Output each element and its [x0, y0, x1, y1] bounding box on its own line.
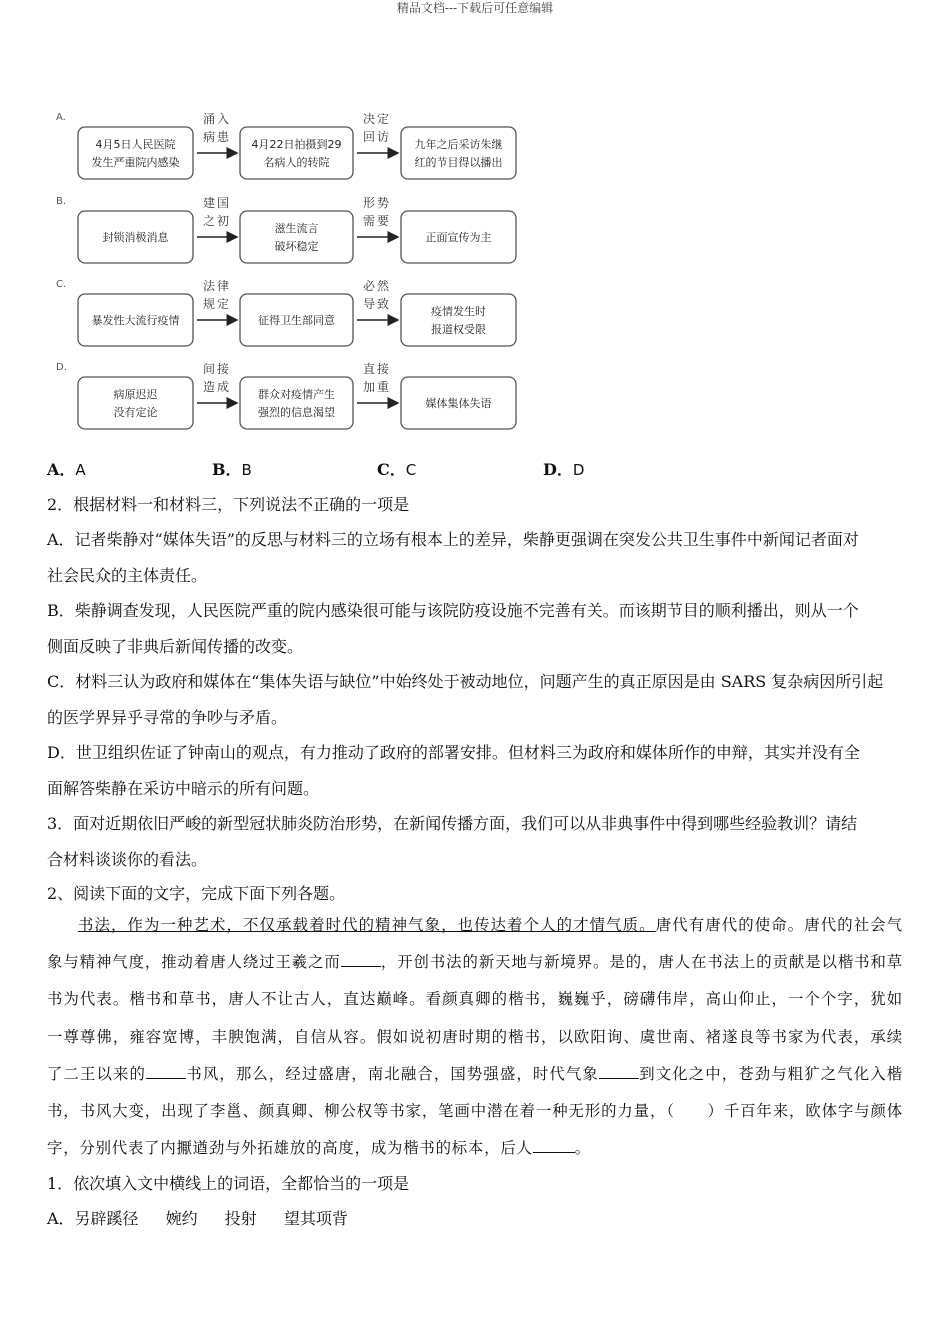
q2-option-b-line2: 侧面反映了非典后新闻传播的改变。 — [47, 637, 304, 656]
q1-stem: 1．依次填入文中横线上的词语，全都恰当的一项是 — [47, 1174, 410, 1193]
diagram-arrow-label: 涌入 — [203, 112, 232, 126]
q2-option-a-line1: A．记者柴静对“媒体失语”的反思与材料三的立场有根本上的差异，柴静更强调在突发公共卫生事件中新闻记者面对 — [47, 530, 859, 549]
diagram-box-text: 4月5日人民医院 — [95, 138, 176, 151]
option-c-value: C — [405, 461, 417, 479]
q2-option-c-line1: C．材料三认为政府和媒体在“集体失语与缺位”中始终处于被动地位，问题产生的真正原因是由 SARS 复杂病因所引起 — [47, 672, 884, 691]
diagram-row-label: B. — [56, 196, 67, 207]
q2-option-a-line2: 社会民众的主体责任。 — [47, 566, 208, 585]
q1-option-a[interactable] — [47, 1209, 907, 1229]
q1-option-a-word1: A．另辟蹊径 — [47, 1209, 139, 1228]
q2-option-d-line1: D．世卫组织佐证了钟南山的观点，有力推动了政府的部署安排。但材料三为政府和媒体所作的申辩，其实并没有全 — [47, 743, 860, 762]
diagram-box-text: 九年之后采访朱继 — [414, 138, 503, 151]
diagram-box-text: 疫情发生时 — [431, 305, 486, 318]
passage-part5: 。 — [574, 1139, 591, 1158]
passage-part4: 到文化之中，苍劲与粗犷之气化入楷书，书风大变，出现了李邕、颜真卿、柳公权等书家，笔画中潜在着一种无形的力量，（ ）千百年来，欧体字与颜体字，分别代表了内擫遒劲与外拓雄放的高度，成为楷书的标本，后人 — [47, 1064, 903, 1158]
diagram-box-text: 名病人的转院 — [263, 156, 330, 169]
option-b-value: B — [241, 461, 252, 479]
diagram-box-text: 媒体集体失语 — [425, 397, 492, 410]
diagram-arrow-label: 需要 — [363, 214, 392, 228]
passage-underlined: 书法，作为一种艺术，不仅承载着时代的精神气象，也传达着个人的才情气质。 — [78, 916, 656, 934]
option-d[interactable]: D．D — [543, 460, 585, 479]
blank-1[interactable] — [341, 952, 381, 967]
diagram-box — [78, 377, 193, 429]
q2-option-d-line2: 面解答柴静在采访中暗示的所有问题。 — [47, 779, 320, 798]
diagram-row-label: C. — [56, 279, 67, 290]
diagram-box-text: 4月22日拍摄到29 — [251, 138, 342, 151]
diagram-box-text: 破坏稳定 — [274, 240, 319, 253]
blank-4[interactable] — [533, 1138, 575, 1153]
diagram-box-text: 群众对疫情产生 — [258, 388, 335, 401]
diagram-row-label: D. — [56, 362, 67, 373]
option-c[interactable]: C．C — [377, 460, 417, 479]
q2-option-b-line1: B．柴静调查发现，人民医院严重的院内感染很可能与该院防疫设施不完善有关。而该期节目的顺利播出，则从一个 — [47, 601, 859, 620]
diagram-arrow-label: 加重 — [363, 380, 392, 394]
diagram-arrow-label: 决定 — [363, 112, 392, 126]
diagram-box — [78, 127, 193, 179]
flow-diagram — [50, 105, 540, 435]
diagram-row-label: A. — [56, 112, 66, 123]
blank-2[interactable] — [146, 1064, 186, 1079]
option-b[interactable]: B．B — [212, 460, 252, 479]
diagram-box — [240, 211, 353, 263]
diagram-box-text: 暴发性大流行疫情 — [91, 314, 180, 327]
diagram-box-text: 征得卫生部同意 — [258, 314, 335, 327]
diagram-arrow-label: 间接 — [203, 362, 232, 376]
passage-part3: 书风，那么，经过盛唐，南北融合，国势强盛，时代气象 — [186, 1064, 599, 1083]
diagram-box-text: 发生严重院内感染 — [91, 156, 180, 169]
section-title: 2、阅读下面的文字，完成下面下列各题。 — [47, 884, 346, 903]
diagram-arrow-label: 必然 — [363, 279, 392, 293]
option-a[interactable]: A．A — [47, 460, 86, 479]
diagram-box-text: 滋生流言 — [274, 222, 319, 235]
q2-stem: 2．根据材料一和材料三，下列说法不正确的一项是 — [47, 495, 410, 514]
diagram-box-text: 正面宣传为主 — [425, 231, 492, 244]
diagram-arrow-label: 建国 — [203, 196, 232, 210]
diagram-arrow-label: 之初 — [203, 214, 232, 228]
diagram-box-text: 封锁消极消息 — [102, 231, 169, 244]
diagram-box — [401, 127, 516, 179]
diagram-arrow-label: 导致 — [363, 297, 392, 311]
q1-option-a-word3: 投射 — [224, 1209, 257, 1228]
diagram-box-text: 红的节目得以播出 — [414, 156, 503, 169]
diagram-arrow-label: 直接 — [363, 362, 392, 376]
option-d-value: D — [572, 461, 585, 479]
q3-line2: 合材料谈谈你的看法。 — [47, 850, 208, 869]
diagram-arrow-label: 规定 — [203, 297, 232, 311]
diagram-arrow-label: 形势 — [363, 196, 392, 210]
q1-option-a-word4: 望其项背 — [283, 1209, 348, 1228]
q3-line1: 3．面对近期依旧严峻的新型冠状肺炎防治形势，在新闻传播方面，我们可以从非典事件中得到哪些经验教训？请结 — [47, 814, 858, 833]
flow-diagram-svg — [50, 105, 540, 435]
option-a-value: A — [75, 461, 86, 479]
diagram-box-text: 病原迟迟 — [113, 388, 158, 401]
diagram-arrow-label: 回访 — [363, 130, 392, 144]
passage-part2: ，开创书法的新天地与新境界。是的，唐人在书法上的贡献是以楷书和草书为代表。楷书和草书，唐人不让古人，直达巅峰。看颜真卿的楷书，巍巍乎，磅礴伟岸，高山仰止，一个个字，犹如一尊尊佛，雍容宽博，丰腴饱满，自信从容。假如说初唐时期的楷书，以欧阳询、虞世南、褚遂良等书家为代表，承续了二王以来的 — [47, 953, 903, 1083]
diagram-box — [401, 294, 516, 346]
reading-passage — [47, 907, 903, 1167]
blank-3[interactable] — [599, 1064, 639, 1079]
passage-part1: 唐代有唐代的使命。唐代的社会气象与精神气度，推动着唐人绕过王羲之而 — [47, 916, 903, 972]
diagram-arrow-label: 造成 — [203, 380, 232, 394]
q1-option-a-word2: 婉约 — [165, 1209, 198, 1228]
q2-option-c-line2: 的医学界异乎寻常的争吵与矛盾。 — [47, 708, 288, 727]
page-header: 精品文档---下载后可任意编辑 — [396, 1, 554, 15]
diagram-box — [240, 377, 353, 429]
diagram-box-text: 没有定论 — [113, 406, 158, 419]
diagram-box-text: 报道权受限 — [431, 323, 486, 336]
diagram-arrow-label: 病患 — [203, 130, 232, 144]
diagram-box-text: 强烈的信息渴望 — [258, 406, 335, 419]
answer-options — [47, 457, 907, 485]
diagram-box — [240, 127, 353, 179]
diagram-arrow-label: 法律 — [203, 279, 232, 293]
